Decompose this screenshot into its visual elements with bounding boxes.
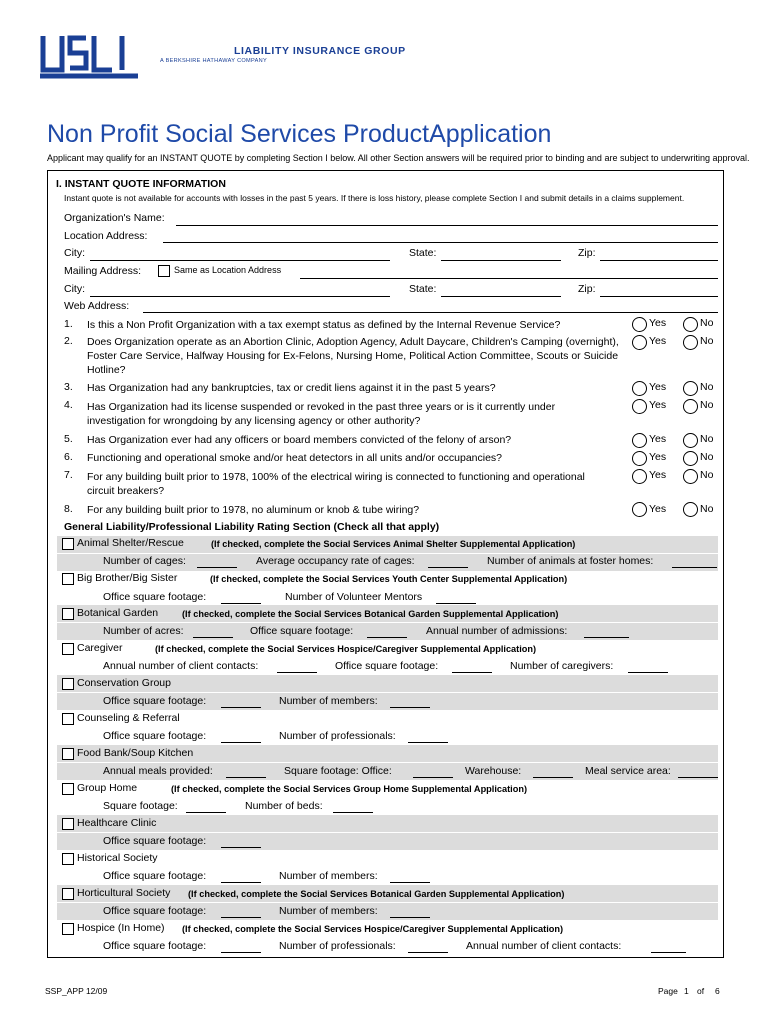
yes-label: Yes: [649, 335, 667, 347]
members-field[interactable]: [390, 882, 430, 883]
meal-service-field[interactable]: [678, 777, 718, 778]
q2-yes-radio[interactable]: [632, 335, 647, 350]
question-text: Has Organization ever had any officers or board members convicted of the felony of arson?: [87, 434, 512, 446]
foster-animals-field[interactable]: [672, 567, 717, 568]
q8-no-radio[interactable]: [683, 502, 698, 517]
same-as-location-checkbox[interactable]: [158, 265, 170, 277]
question-text: Is this a Non Profit Organization with a tax exempt status as defined by the Internal Revenue Service?: [87, 319, 561, 331]
client-contacts-field[interactable]: [277, 672, 317, 673]
horticultural-note: (If checked, complete the Social Services Botanical Garden Supplemental Application): [188, 889, 565, 899]
field-label: Annual number of admissions:: [426, 625, 568, 637]
page-total: 6: [715, 986, 720, 996]
office-sqft-field[interactable]: [367, 637, 407, 638]
big-brother-label: Big Brother/Big Sister: [77, 572, 178, 584]
field-label: Square footage:: [103, 800, 178, 812]
field-label: Office square footage:: [103, 940, 207, 952]
no-label: No: [700, 381, 714, 393]
field-label: Office square footage:: [103, 905, 207, 917]
field-label: Number of members:: [279, 905, 378, 917]
usli-logo: [38, 30, 142, 80]
field-label: Office square footage:: [103, 870, 207, 882]
question-number: 5.: [64, 433, 73, 445]
animal-shelter-label: Animal Shelter/Rescue: [77, 537, 184, 549]
question-number: 6.: [64, 451, 73, 463]
big-brother-note: (If checked, complete the Social Services Youth Center Supplemental Application): [210, 574, 568, 584]
mail-state-field[interactable]: [441, 296, 561, 297]
field-label: Number of beds:: [245, 800, 323, 812]
yes-label: Yes: [649, 451, 667, 463]
location-field[interactable]: [163, 242, 718, 243]
big-brother-checkbox[interactable]: [62, 573, 74, 585]
group-home-label: Group Home: [77, 782, 138, 794]
horticultural-label: Horticultural Society: [77, 887, 171, 899]
yes-label: Yes: [649, 317, 667, 329]
office-field[interactable]: [413, 777, 453, 778]
professionals-field[interactable]: [408, 742, 448, 743]
historical-checkbox[interactable]: [62, 853, 74, 865]
field-label: Office square footage:: [103, 695, 207, 707]
question-text: Has Organization had any bankruptcies, tax or credit liens against it in the past 5 years?: [87, 382, 496, 394]
question-number: 1.: [64, 318, 73, 330]
caregiver-note: (If checked, complete the Social Services Hospice/Caregiver Supplemental Application): [155, 644, 537, 654]
meals-field[interactable]: [226, 777, 266, 778]
page-label: Page: [658, 986, 678, 996]
same-as-location-label: Same as Location Address: [174, 265, 282, 275]
city-label: City:: [64, 247, 85, 259]
yes-label: Yes: [649, 433, 667, 445]
form-id: SSP_APP 12/09: [45, 986, 108, 996]
client-contacts-field[interactable]: [651, 952, 686, 953]
members-field[interactable]: [390, 917, 430, 918]
field-label: Number of members:: [279, 695, 378, 707]
field-label: Meal service area:: [585, 765, 671, 777]
sqft-field[interactable]: [186, 812, 226, 813]
office-sqft-field[interactable]: [221, 917, 261, 918]
question-number: 8.: [64, 503, 73, 515]
field-label: Annual number of client contacts:: [466, 940, 622, 952]
q3-yes-radio[interactable]: [632, 381, 647, 396]
field-label: Average occupancy rate of cages:: [256, 555, 415, 567]
question-text: Functioning and operational smoke and/or heat detectors in all units and/or occupancies?: [87, 452, 503, 464]
q6-no-radio[interactable]: [683, 451, 698, 466]
org-name-field[interactable]: [176, 225, 718, 226]
section-note: Instant quote is not available for accounts with losses in the past 5 years. If there is loss history, please complete Section I and submit details in a claims supplement.: [64, 193, 685, 203]
web-field[interactable]: [143, 312, 718, 313]
healthcare-checkbox[interactable]: [62, 818, 74, 830]
yes-label: Yes: [649, 503, 667, 515]
office-sqft-field[interactable]: [221, 952, 261, 953]
q6-yes-radio[interactable]: [632, 451, 647, 466]
yes-label: Yes: [649, 381, 667, 393]
q3-no-radio[interactable]: [683, 381, 698, 396]
botanical-label: Botanical Garden: [77, 607, 159, 619]
question-number: 3.: [64, 381, 73, 393]
office-sqft-field[interactable]: [221, 603, 261, 604]
page-title: Non Profit Social Services ProductApplication: [47, 120, 552, 148]
field-label: Number of members:: [279, 870, 378, 882]
office-sqft-field[interactable]: [221, 742, 261, 743]
mail-zip-label: Zip:: [578, 283, 596, 295]
no-label: No: [700, 335, 714, 347]
caregiver-checkbox[interactable]: [62, 643, 74, 655]
field-label: Warehouse:: [465, 765, 522, 777]
horticultural-checkbox[interactable]: [62, 888, 74, 900]
mailing-label: Mailing Address:: [64, 265, 142, 277]
section-heading: I. INSTANT QUOTE INFORMATION: [56, 178, 226, 190]
field-label: Number of cages:: [103, 555, 186, 567]
q2-no-radio[interactable]: [683, 335, 698, 350]
admissions-field[interactable]: [584, 637, 629, 638]
yes-label: Yes: [649, 399, 667, 411]
page-number: 1: [684, 986, 689, 996]
hospice-checkbox[interactable]: [62, 923, 74, 935]
question-number: 2.: [64, 335, 73, 347]
page-of: of: [697, 986, 705, 996]
field-label: Number of professionals:: [279, 940, 396, 952]
no-label: No: [700, 399, 714, 411]
q7-no-radio[interactable]: [683, 469, 698, 484]
field-label: Office square footage:: [103, 591, 207, 603]
botanical-checkbox[interactable]: [62, 608, 74, 620]
warehouse-field[interactable]: [533, 777, 573, 778]
office-sqft-field[interactable]: [221, 882, 261, 883]
question-text: For any building built prior to 1978, 100% of the electrical wiring is connected to functioning and operational circuit breakers?: [87, 471, 585, 497]
state-label: State:: [409, 247, 437, 259]
caregiver-label: Caregiver: [77, 642, 123, 654]
zip-label: Zip:: [578, 247, 596, 259]
professionals-field[interactable]: [408, 952, 448, 953]
field-label: Annual number of client contacts:: [103, 660, 259, 672]
yes-label: Yes: [649, 469, 667, 481]
field-label: Number of professionals:: [279, 730, 396, 742]
field-label: Office square footage:: [103, 835, 207, 847]
q8-yes-radio[interactable]: [632, 502, 647, 517]
office-sqft-field[interactable]: [452, 672, 492, 673]
field-label: Number of caregivers:: [510, 660, 614, 672]
q1-no-radio[interactable]: [683, 317, 698, 332]
mail-zip-field[interactable]: [600, 296, 718, 297]
state-field[interactable]: [441, 260, 561, 261]
hospice-label: Hospice (In Home): [77, 922, 165, 934]
q1-yes-radio[interactable]: [632, 317, 647, 332]
beds-field[interactable]: [333, 812, 373, 813]
gl-section-heading: General Liability/Professional Liability Rating Section (Check all that apply): [64, 521, 440, 533]
field-label: Annual meals provided:: [103, 765, 213, 777]
group-home-note: (If checked, complete the Social Services Group Home Supplemental Application): [171, 784, 528, 794]
field-label: Office square footage:: [250, 625, 354, 637]
question-number: 4.: [64, 399, 73, 411]
mail-city-label: City:: [64, 283, 85, 295]
counseling-label: Counseling & Referral: [77, 712, 180, 724]
historical-label: Historical Society: [77, 852, 158, 864]
no-label: No: [700, 317, 714, 329]
acres-field[interactable]: [193, 637, 233, 638]
conservation-checkbox[interactable]: [62, 678, 74, 690]
field-label: Number of animals at foster homes:: [487, 555, 654, 567]
no-label: No: [700, 469, 714, 481]
q7-yes-radio[interactable]: [632, 469, 647, 484]
question-number: 7.: [64, 469, 73, 481]
field-label: Office square footage:: [335, 660, 439, 672]
no-label: No: [700, 451, 714, 463]
no-label: No: [700, 503, 714, 515]
counseling-checkbox[interactable]: [62, 713, 74, 725]
animal-shelter-checkbox[interactable]: [62, 538, 74, 550]
mail-city-field[interactable]: [90, 296, 390, 297]
q4-yes-radio[interactable]: [632, 399, 647, 414]
question-text: For any building built prior to 1978, no aluminum or knob & tube wiring?: [87, 504, 420, 516]
hospice-note: (If checked, complete the Social Services Hospice/Caregiver Supplemental Application): [182, 924, 564, 934]
botanical-note: (If checked, complete the Social Services Botanical Garden Supplemental Application): [182, 609, 559, 619]
field-label: Number of Volunteer Mentors: [285, 591, 423, 603]
healthcare-label: Healthcare Clinic: [77, 817, 157, 829]
field-label: Number of acres:: [103, 625, 184, 637]
q5-no-radio[interactable]: [683, 433, 698, 448]
no-label: No: [700, 433, 714, 445]
question-text: Does Organization operate as an Abortion Clinic, Adoption Agency, Adult Daycare, Children's Camping (overnight), Foster Care Service, Halfway Housing for Ex-Felons, Nursing Home, Political Action Committee, Scouts or Suicide Hotline?: [87, 336, 619, 376]
conservation-label: Conservation Group: [77, 677, 171, 689]
mentors-field[interactable]: [436, 603, 476, 604]
q4-no-radio[interactable]: [683, 399, 698, 414]
location-label: Location Address:: [64, 230, 148, 242]
field-label: Office square footage:: [103, 730, 207, 742]
q5-yes-radio[interactable]: [632, 433, 647, 448]
food-bank-label: Food Bank/Soup Kitchen: [77, 747, 194, 759]
web-label: Web Address:: [64, 300, 130, 312]
animal-shelter-note: (If checked, complete the Social Services Animal Shelter Supplemental Application): [211, 539, 576, 549]
mail-state-label: State:: [409, 283, 437, 295]
company-name: LIABILITY INSURANCE GROUP: [234, 45, 406, 57]
field-label: Square footage: Office:: [284, 765, 392, 777]
parent-company: A BERKSHIRE HATHAWAY COMPANY: [160, 58, 268, 64]
office-sqft-field[interactable]: [221, 847, 261, 848]
page-subtitle: Applicant may qualify for an INSTANT QUOTE by completing Section I below. All other Section answers will be required prior to binding and are subject to underwriting approval.: [47, 153, 750, 163]
food-bank-checkbox[interactable]: [62, 748, 74, 760]
office-sqft-field[interactable]: [221, 707, 261, 708]
mailing-field[interactable]: [300, 278, 718, 279]
zip-field[interactable]: [600, 260, 718, 261]
city-field[interactable]: [90, 260, 390, 261]
occupancy-field[interactable]: [428, 567, 468, 568]
cages-field[interactable]: [197, 567, 237, 568]
org-name-label: Organization's Name:: [64, 212, 165, 224]
question-text: Has Organization had its license suspended or revoked in the past three years or is it currently under investigation for wrongdoing by any licensing agency or other authority?: [87, 401, 556, 427]
members-field[interactable]: [390, 707, 430, 708]
caregivers-field[interactable]: [628, 672, 668, 673]
group-home-checkbox[interactable]: [62, 783, 74, 795]
